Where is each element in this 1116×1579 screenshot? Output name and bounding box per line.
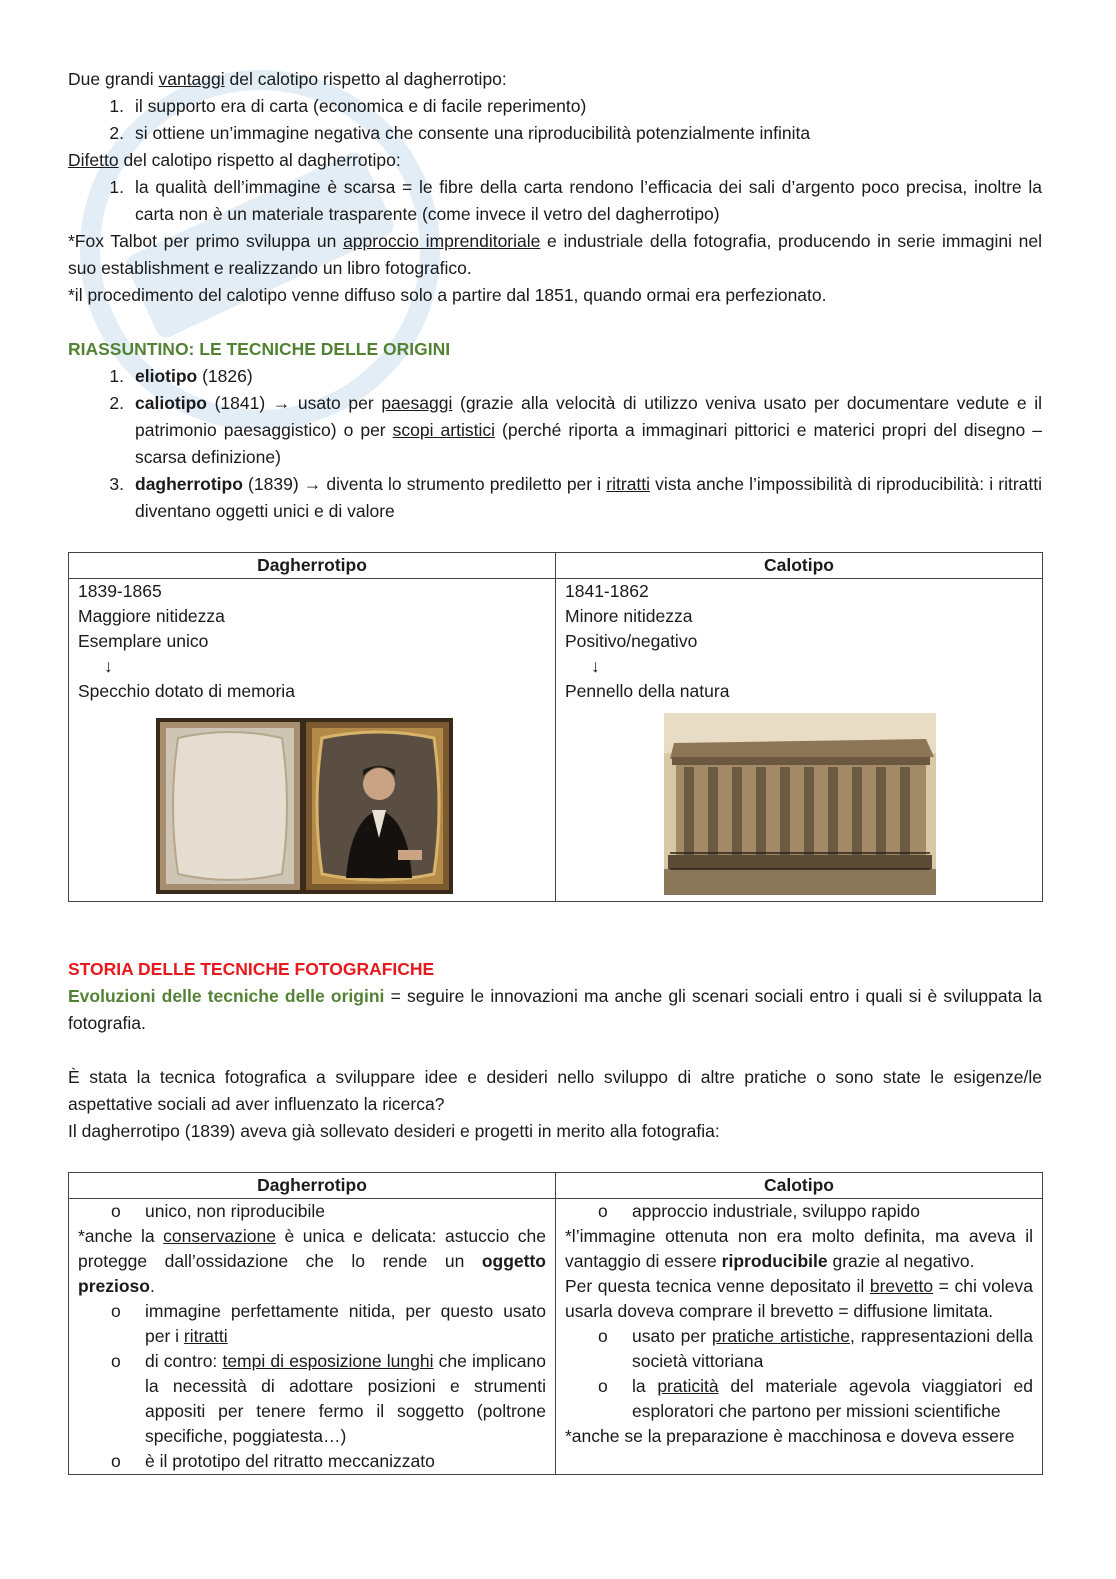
list-item: o approccio industriale, sviluppo rapido xyxy=(598,1201,920,1221)
list-item: o usato per pratiche artistiche, rappresentazioni della società vittoriana xyxy=(598,1326,1034,1371)
document-page xyxy=(68,66,1042,1475)
evolution-paragraph: Evoluzioni delle tecniche delle origini = seguire le innovazioni ma anche gli scenari sociali entro i quali si è sviluppata la fotografia. xyxy=(68,986,1042,1033)
preparation-note: *anche se la preparazione è macchinosa e doveva essere xyxy=(565,1426,1015,1446)
history-heading: STORIA DELLE TECNICHE FOTOGRAFICHE xyxy=(68,959,435,979)
list-item: o è il prototipo del ritratto meccanizzato xyxy=(111,1451,435,1471)
calotype-temple-photo xyxy=(664,713,936,895)
comparison-table-1 xyxy=(68,552,1043,902)
conservation-note: *anche la conservazione è unica e delicata: astuccio che protegge dall’ossidazione che lo rende un oggetto prezioso. xyxy=(78,1226,546,1296)
summary-list xyxy=(68,363,1042,525)
list-item: o unico, non riproducibile xyxy=(111,1201,325,1221)
list-item: 1. la qualità dell’immagine è scarsa = le fibre della carta rendono l’efficacia dei sali d’argento poco precisa, inoltre la carta non è un materiale trasparente (come invece il vetro del dagherrotipo) xyxy=(109,177,1042,224)
table-header: Dagherrotipo xyxy=(69,1173,556,1199)
question-paragraph: È stata la tecnica fotografica a sviluppare idee e desideri nello sviluppo di altre pratiche o sono state le esigenze/le aspettative sociali ad aver influenzato la ricerca? xyxy=(68,1067,1042,1114)
list-item: 2. si ottiene un’immagine negativa che consente una riproducibilità potenzialmente infinita xyxy=(109,123,811,143)
list-item: o immagine perfettamente nitida, per questo usato per i ritratti xyxy=(111,1301,546,1346)
table-header: Calotipo xyxy=(556,553,1043,579)
defect-list xyxy=(68,174,1042,228)
fox-talbot-note: *Fox Talbot per primo sviluppa un approccio imprenditoriale e industriale della fotografia, producendo in serie immagini nel suo establishment e realizzando un libro fotografico. xyxy=(68,231,1042,278)
table-header: Calotipo xyxy=(556,1173,1043,1199)
table-cell-calotipo xyxy=(556,1199,1043,1475)
daguerreotype-photo xyxy=(156,718,453,894)
table-cell-dagherrotipo: 1839-1865 Maggiore nitidezza Esemplare unico ↓ Specchio dotato di memoria xyxy=(69,579,556,902)
comparison-table-2 xyxy=(68,1172,1043,1475)
patent-note: Per questa tecnica venne depositato il brevetto = chi voleva usarla doveva comprare il brevetto = diffusione limitata. xyxy=(565,1276,1033,1321)
table-cell-calotipo: 1841-1862 Minore nitidezza Positivo/negativo ↓ Pennello della natura xyxy=(556,579,1043,902)
arrow-down-icon: ↓ xyxy=(591,656,600,676)
table-cell-dagherrotipo xyxy=(69,1199,556,1475)
list-item: o la praticità del materiale agevola viaggiatori ed esploratori che partono per missioni scientifiche xyxy=(598,1376,1033,1421)
calotipo-note: *il procedimento del calotipo venne diffuso solo a partire dal 1851, quando ormai era perfezionato. xyxy=(68,285,827,305)
summary-heading: RIASSUNTINO: LE TECNICHE DELLE ORIGINI xyxy=(68,339,451,359)
advantages-intro: Due grandi vantaggi del calotipo rispetto al dagherrotipo: xyxy=(68,69,507,89)
image-note: *l’immagine ottenuta non era molto definita, ma aveva il vantaggio di essere riproducibile grazie al negativo. xyxy=(565,1226,1033,1271)
list-item: 1. il supporto era di carta (economica e di facile reperimento) xyxy=(109,96,587,116)
list-item: 1. eliotipo (1826) xyxy=(109,366,253,386)
arrow-down-icon: ↓ xyxy=(104,656,113,676)
list-item: o di contro: tempi di esposizione lunghi che implicano la necessità di adottare posizioni e strumenti appositi per tenere fermo il soggetto (poltrone specifiche, poggiatesta…) xyxy=(111,1351,546,1446)
daguerre-note: Il dagherrotipo (1839) aveva già sollevato desideri e progetti in merito alla fotografia: xyxy=(68,1121,720,1141)
advantages-list xyxy=(68,93,1042,147)
table-header: Dagherrotipo xyxy=(69,553,556,579)
list-item: 2. caliotipo (1841) → usato per paesaggi (grazie alla velocità di utilizzo veniva usato per documentare vedute e il patrimonio paesaggistico) o per scopi artistici (perché riporta a immaginari pittorici e materici propri del disegno – scarsa definizione) xyxy=(109,393,1043,467)
defect-intro: Difetto del calotipo rispetto al dagherrotipo: xyxy=(68,150,401,170)
list-item: 3. dagherrotipo (1839) → diventa lo strumento prediletto per i ritratti vista anche l’impossibilità di riproducibilità: i ritratti diventano oggetti unici e di valore xyxy=(109,474,1042,521)
